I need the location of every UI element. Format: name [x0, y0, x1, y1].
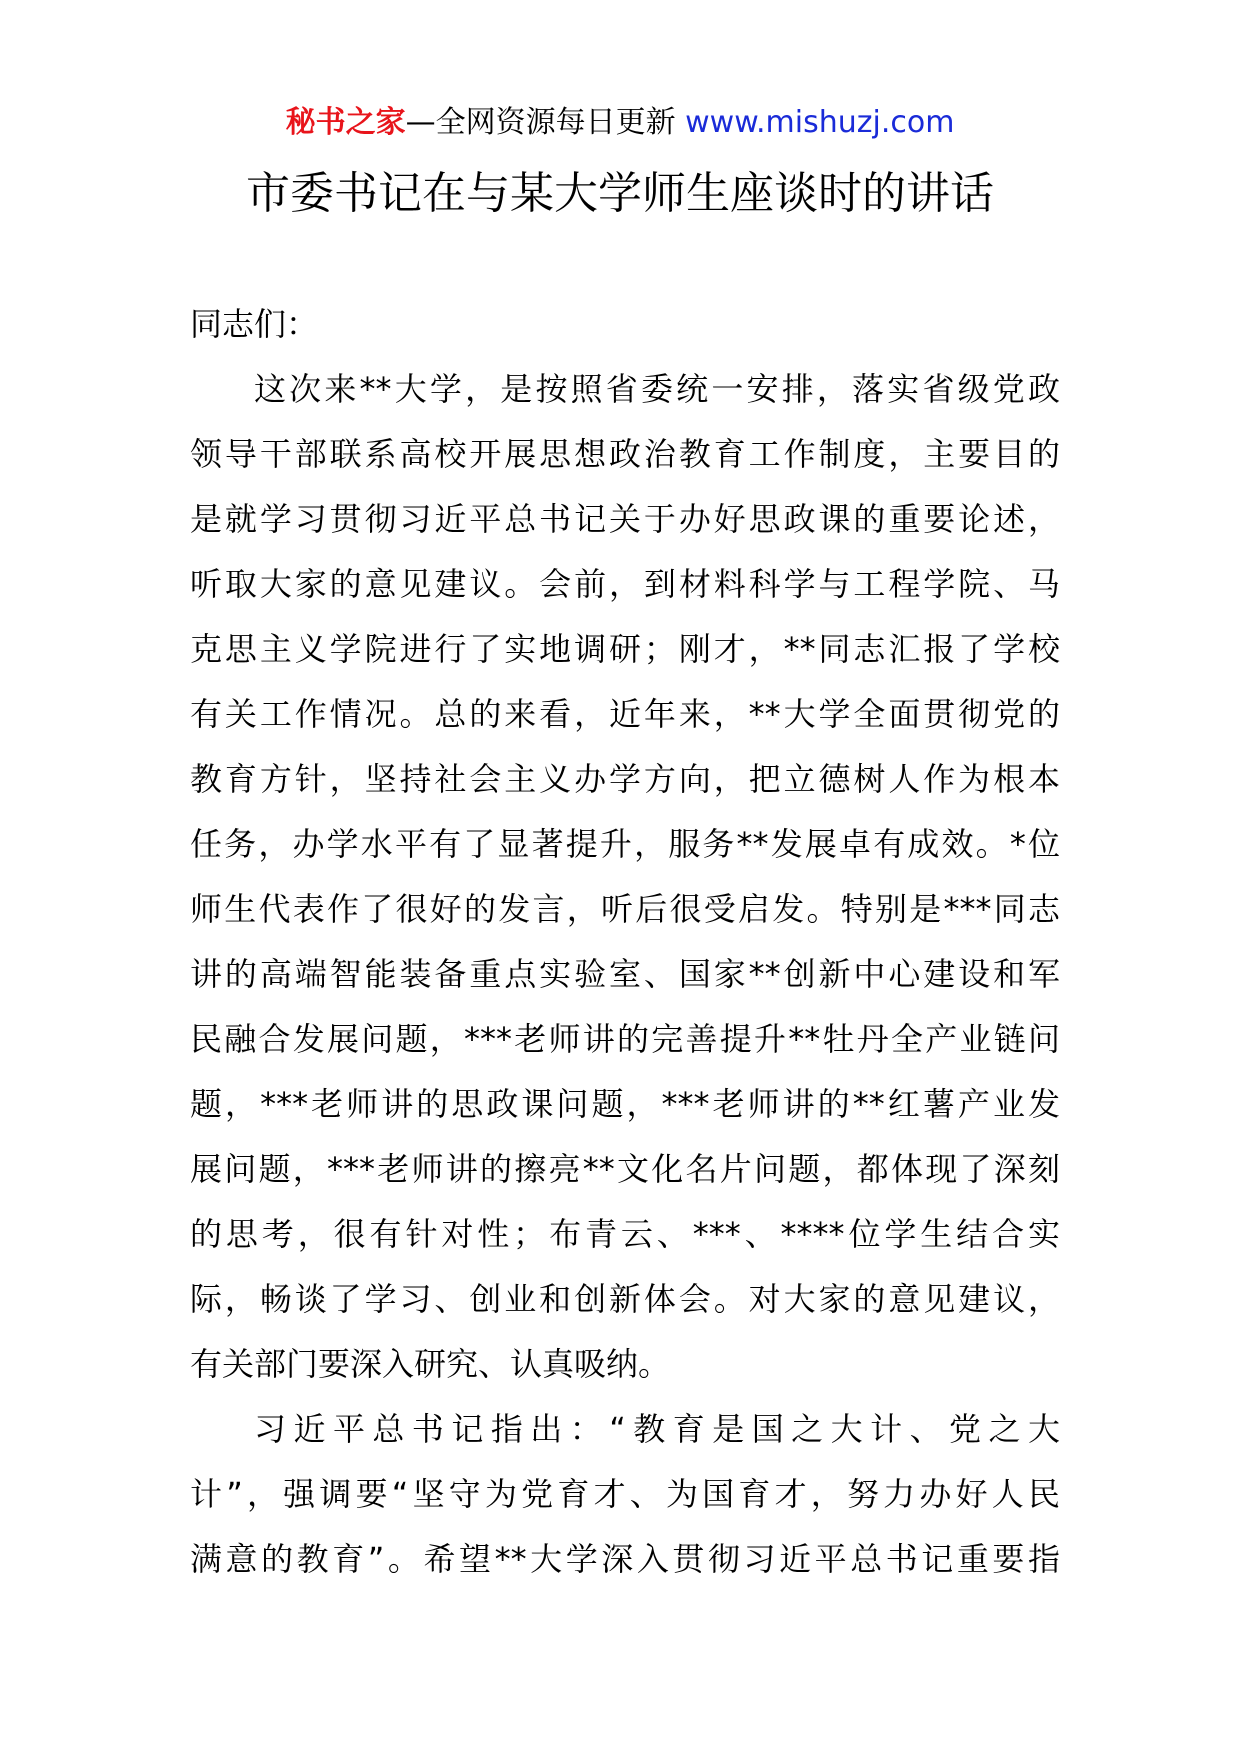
- text-line: 有关部门要深入研究、认真吸纳。: [190, 1345, 671, 1383]
- text-line: 民融合发展问题，***老师讲的完善提升**牡丹全产业链问: [190, 1020, 1060, 1058]
- document-body: [190, 292, 1060, 1592]
- salutation: 同志们：: [190, 305, 319, 343]
- text-line: 是就学习贯彻习近平总书记关于办好思政课的重要论述，: [190, 500, 1060, 538]
- text-line: 任务，办学水平有了显著提升，服务**发展卓有成效。*位: [190, 825, 1060, 863]
- text-line: 听取大家的意见建议。会前，到材料科学与工程学院、马: [190, 565, 1060, 603]
- text-line: 讲的高端智能装备重点实验室、国家**创新中心建设和军: [190, 955, 1060, 993]
- text-line: 教育方针，坚持社会主义办学方向，把立德树人作为根本: [190, 760, 1060, 798]
- text-line: 领导干部联系高校开展思想政治教育工作制度，主要目的: [190, 435, 1060, 473]
- site-header: [0, 100, 1240, 146]
- text-line: 有关工作情况。总的来看，近年来，**大学全面贯彻党的: [190, 695, 1060, 733]
- paragraph-2: [190, 1397, 1060, 1592]
- brand-name: 秘书之家: [285, 105, 406, 140]
- text-line: 习近平总书记指出：“教育是国之大计、党之大: [254, 1410, 1060, 1448]
- text-line: 际，畅谈了学习、创业和创新体会。对大家的意见建议，: [190, 1280, 1060, 1318]
- text-line: 题，***老师讲的思政课问题，***老师讲的**红薯产业发: [190, 1085, 1060, 1123]
- text-line: 的思考，很有针对性；布青云、***、****位学生结合实: [190, 1215, 1060, 1253]
- text-line: 克思主义学院进行了实地调研；刚才，**同志汇报了学校: [190, 630, 1060, 668]
- text-line: 满意的教育”。希望**大学深入贯彻习近平总书记重要指: [190, 1540, 1060, 1578]
- header-tagline: —全网资源每日更新: [405, 105, 676, 140]
- document-title: 市委书记在与某大学师生座谈时的讲话: [246, 168, 994, 219]
- site-url-link[interactable]: www.mishuzj.com: [685, 105, 955, 140]
- text-line: 师生代表作了很好的发言，听后很受启发。特别是***同志: [190, 890, 1060, 928]
- text-line: 展问题，***老师讲的擦亮**文化名片问题，都体现了深刻: [190, 1150, 1060, 1188]
- text-line: 计”，强调要“坚守为党育才、为国育才，努力办好人民: [190, 1475, 1060, 1513]
- text-line: 这次来**大学，是按照省委统一安排，落实省级党政: [254, 370, 1060, 408]
- paragraph-1: [190, 357, 1060, 1397]
